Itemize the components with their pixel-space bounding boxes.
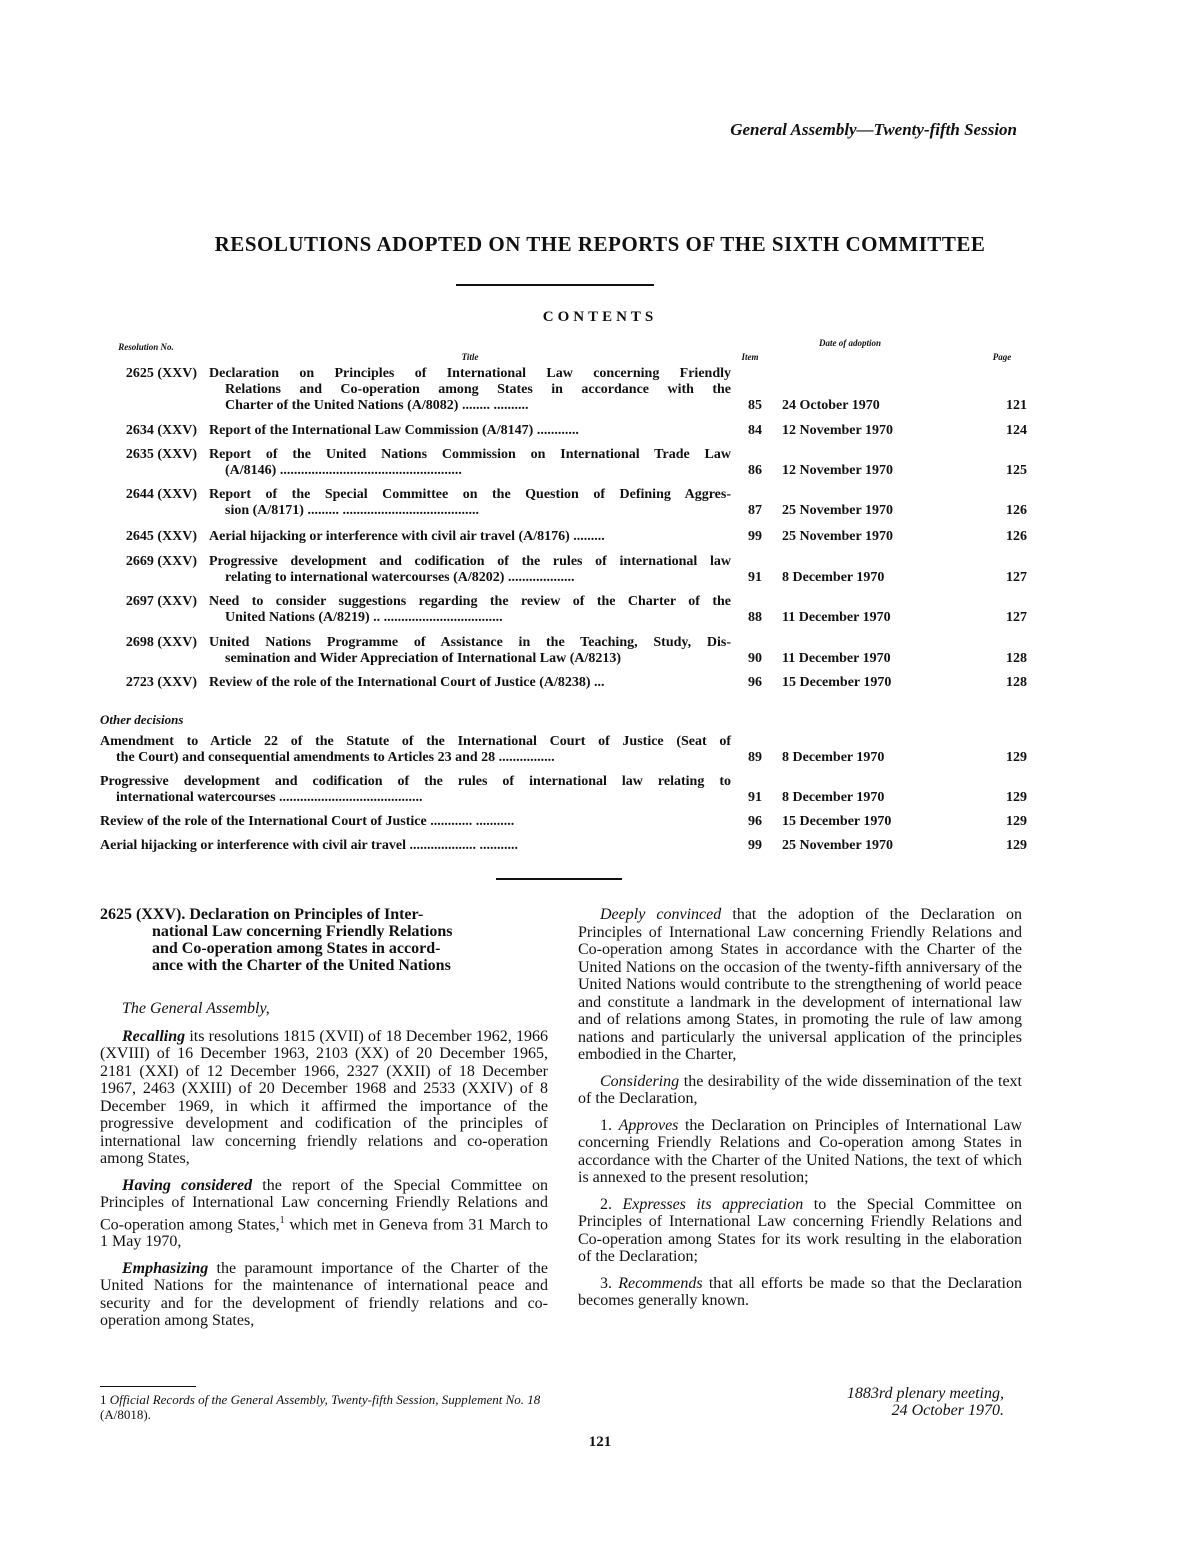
agenda-item: 91 bbox=[748, 790, 762, 805]
decision-title: Progressive development and codification of the rules of international law relating to international watercourses ......................................... bbox=[100, 774, 731, 805]
paragraph-emphasizing: Emphasizing the paramount importance of the Charter of the United Nations for the maintenance of international peace and security and for the development of friendly relations and co-operation among States, bbox=[100, 1259, 548, 1330]
operative-paragraph-2: 2. Expresses its appreciation to the Special Committee on Principles of International Law concerning Friendly Relations and Co-operation among States for its work resulting in the elaboration of the Declaration; bbox=[578, 1195, 1022, 1265]
agenda-item: 86 bbox=[748, 463, 762, 478]
agenda-item: 87 bbox=[748, 503, 762, 518]
resolution-title: Review of the role of the International Court of Justice (A/8238) ... bbox=[209, 675, 605, 690]
page-ref: 125 bbox=[1006, 463, 1027, 478]
adoption-date: 15 December 1970 bbox=[782, 675, 892, 690]
paragraph-having-considered: Having considered the report of the Special Committee on Principles of International Law concerning Friendly Relations and Co-operation among States,$^1$ which met in Geneva from 31 March to 1 May 1970, bbox=[100, 1176, 548, 1251]
resolution-title: Report of the United Nations Commission on International Trade Law (A/8146) .................................................... bbox=[209, 447, 731, 478]
adoption-date: 25 November 1970 bbox=[782, 529, 893, 544]
resolution-title: Report of the Special Committee on the Question of Defining Aggres- sion (A/8171) ......... ....................................... bbox=[209, 487, 731, 518]
plenary-meeting-note: 1883rd plenary meeting, 24 October 1970. bbox=[846, 1385, 1004, 1419]
adoption-date: 15 December 1970 bbox=[782, 814, 892, 829]
agenda-item: 90 bbox=[748, 651, 762, 666]
operative-paragraph-1: 1. Approves the Declaration on Principles of International Law concerning Friendly Relations and Co-operation among States in accordance with the Charter of the United Nations, the text of which is annexed to the present resolution; bbox=[578, 1116, 1022, 1186]
agenda-item: 96 bbox=[748, 675, 762, 690]
other-decisions-heading: Other decisions bbox=[100, 712, 184, 727]
right-column bbox=[578, 906, 1022, 1319]
column-header-resolution-no: Resolution No. bbox=[118, 342, 174, 352]
page-ref: 121 bbox=[1006, 398, 1027, 413]
agenda-item: 84 bbox=[748, 423, 762, 438]
running-head: General Assembly—Twenty-fifth Session bbox=[730, 120, 1017, 139]
operative-paragraph-3: 3. Recommends that all efforts be made so that the Declaration becomes generally known. bbox=[578, 1274, 1023, 1309]
column-header-title: Title bbox=[461, 352, 479, 362]
contents-heading: CONTENTS bbox=[542, 309, 658, 325]
adoption-date: 8 December 1970 bbox=[782, 570, 885, 585]
decision-title: Review of the role of the International Court of Justice ............ ........... bbox=[100, 814, 515, 829]
resolution-title: Need to consider suggestions regarding the review of the Charter of the United Nations (A/8219) .. .................................. bbox=[209, 594, 731, 625]
footnote-ref: 1 bbox=[279, 1214, 285, 1226]
page-ref: 129 bbox=[1006, 790, 1027, 805]
page-ref: 129 bbox=[1006, 814, 1027, 829]
page-number: 121 bbox=[588, 1434, 612, 1450]
resolution-number: 2698 (XXV) bbox=[125, 635, 197, 650]
resolution-number: 2669 (XXV) bbox=[125, 554, 197, 569]
adoption-date: 8 December 1970 bbox=[782, 750, 885, 765]
page-ref: 126 bbox=[1006, 503, 1027, 518]
page-ref: 128 bbox=[1006, 675, 1027, 690]
page-ref: 129 bbox=[1006, 750, 1027, 765]
footnote-rule bbox=[100, 1386, 196, 1387]
decision-title: Aerial hijacking or interference with civil air travel ................... ........... bbox=[100, 838, 518, 853]
resolution-title: United Nations Programme of Assistance in the Teaching, Study, Dis- semination and Wider Appreciation of International Law (A/8213) bbox=[209, 635, 731, 666]
preamble-general-assembly: The General Assembly, bbox=[122, 1000, 270, 1017]
agenda-item: 96 bbox=[748, 814, 762, 829]
agenda-item: 99 bbox=[748, 529, 762, 544]
footnote: 1 Official Records of the General Assembly, Twenty-fifth Session, Supplement No. 18 (A/8018). bbox=[100, 1392, 541, 1422]
adoption-date: 25 November 1970 bbox=[782, 503, 893, 518]
left-column bbox=[100, 1000, 548, 1339]
adoption-date: 25 November 1970 bbox=[782, 838, 893, 853]
adoption-date: 8 December 1970 bbox=[782, 790, 885, 805]
resolution-number: 2635 (XXV) bbox=[125, 447, 197, 462]
page-ref: 129 bbox=[1006, 838, 1027, 853]
resolution-number: 2697 (XXV) bbox=[125, 594, 197, 609]
adoption-date: 11 December 1970 bbox=[782, 610, 891, 625]
page-ref: 128 bbox=[1006, 651, 1027, 666]
adoption-date: 11 December 1970 bbox=[782, 651, 891, 666]
page-ref: 127 bbox=[1006, 570, 1027, 585]
section-divider bbox=[496, 878, 622, 880]
adoption-date: 12 November 1970 bbox=[782, 463, 893, 478]
resolution-title: Report of the International Law Commission (A/8147) ............ bbox=[209, 423, 579, 438]
decision-title: Amendment to Article 22 of the Statute of the International Court of Justice (Seat of the Court) and consequential amendments to Articles 23 and 28 ................ bbox=[100, 734, 731, 765]
page-title: RESOLUTIONS ADOPTED ON THE REPORTS OF THE SIXTH COMMITTEE bbox=[214, 232, 986, 256]
agenda-item: 91 bbox=[748, 570, 762, 585]
resolution-heading: 2625 (XXV). Declaration on Principles of Inter- national Law concerning Friendly Relations and Co-operation among States in accord- ance with the Charter of the United Nations bbox=[100, 906, 453, 974]
column-header-date: Date of adoption bbox=[819, 338, 881, 348]
agenda-item: 88 bbox=[748, 610, 762, 625]
page-ref: 124 bbox=[1006, 423, 1027, 438]
resolution-number: 2644 (XXV) bbox=[125, 487, 197, 502]
column-header-page: Page bbox=[992, 352, 1012, 362]
agenda-item: 85 bbox=[748, 398, 762, 413]
adoption-date: 24 October 1970 bbox=[782, 398, 880, 413]
paragraph-considering: Considering the desirability of the wide dissemination of the text of the Declaration, bbox=[578, 1072, 1022, 1107]
resolution-title: Aerial hijacking or interference with civil air travel (A/8176) ......... bbox=[209, 529, 605, 544]
agenda-item: 99 bbox=[748, 838, 762, 853]
paragraph-deeply-convinced: Deeply convinced that the adoption of the Declaration on Principles of International Law concerning Friendly Relations and Co-operation among States in accordance with the Charter of the United Nations on the occasion of the twenty-fifth anniversary of the United Nations would contribute to the strengthening of world peace and constitute a landmark in the development of international law and of relations among States, in promoting the rule of law among nations and particularly the universal application of the principles embodied in the Charter, bbox=[578, 906, 1023, 1063]
title-divider bbox=[456, 284, 654, 286]
resolution-title: Progressive development and codification of the rules of international law relating to international watercourses (A/8202) ................... bbox=[209, 554, 731, 585]
resolution-number: 2634 (XXV) bbox=[125, 423, 197, 438]
page-ref: 126 bbox=[1006, 529, 1027, 544]
resolution-title: Declaration on Principles of International Law concerning Friendly Relations and Co-operation among States in accordance with the Charter of the United Nations (A/8082) ........ .......... bbox=[209, 366, 731, 413]
resolution-number: 2723 (XXV) bbox=[125, 675, 197, 690]
column-header-item: Item bbox=[741, 352, 759, 362]
page-ref: 127 bbox=[1006, 610, 1027, 625]
paragraph-recalling: Recalling its resolutions 1815 (XVII) of 18 December 1962, 1966 (XVIII) of 16 December 1963, 2103 (XX) of 20 December 1965, 2181 (XXI) of 12 December 1966, 2327 (XXII) of 18 December 1967, 2463 (XXIII) of 20 December 1968 and 2533 (XXIV) of 8 December 1969, in which it affirmed the importance of the progressive development and codification of the principles of international law concerning friendly relations and co-operation among States, bbox=[100, 1027, 548, 1167]
resolution-number: 2625 (XXV) bbox=[125, 366, 197, 381]
agenda-item: 89 bbox=[748, 750, 762, 765]
adoption-date: 12 November 1970 bbox=[782, 423, 893, 438]
resolution-number: 2645 (XXV) bbox=[125, 529, 197, 544]
